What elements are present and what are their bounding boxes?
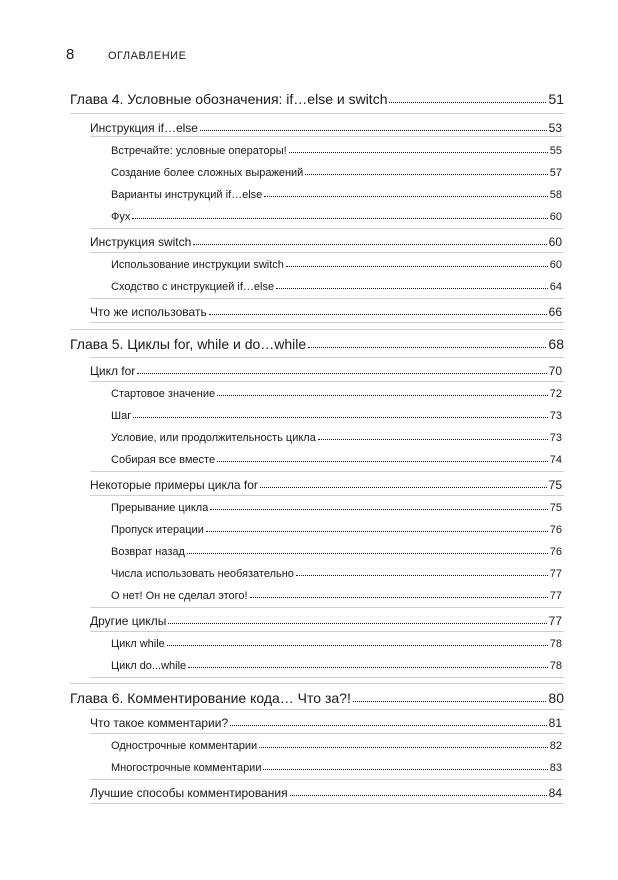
toc-subsection-entry	[111, 432, 562, 444]
dot-leader	[187, 553, 548, 554]
toc-subsection-entry	[111, 590, 562, 602]
dot-leader	[289, 152, 548, 153]
toc-entry-title: Многострочные комментарии	[111, 762, 262, 774]
toc-subsection-entry	[111, 145, 562, 157]
toc-entry-page: 77	[549, 568, 562, 580]
toc-entry-page: 60	[549, 259, 562, 271]
dot-leader	[217, 461, 548, 462]
toc-entry-title: Глава 5. Циклы for, while и do…while	[70, 336, 307, 352]
toc-section-entry	[90, 121, 562, 135]
toc-entry-title: Пропуск итерации	[111, 524, 204, 536]
toc-subsection-entry	[111, 211, 562, 223]
toc-entry-page: 66	[548, 305, 562, 319]
toc-entry-title: Что же использовать	[90, 305, 207, 319]
toc-subsection-entry	[111, 638, 562, 650]
toc-section-entry	[90, 478, 562, 492]
page-number: 8	[66, 46, 75, 63]
toc-entry-title: Варианты инструкций if…else	[111, 189, 263, 201]
dot-leader	[260, 487, 547, 488]
dot-leader	[206, 531, 548, 532]
divider	[90, 803, 564, 804]
toc-entry-page: 84	[548, 786, 562, 800]
divider	[90, 252, 564, 253]
dot-leader	[286, 266, 548, 267]
dot-leader	[290, 795, 547, 796]
toc-entry-title: Что такое комментарии?	[90, 716, 229, 730]
toc-entry-page: 68	[548, 336, 564, 352]
toc-entry-title: Лучшие способы комментирования	[90, 786, 288, 800]
divider	[90, 298, 564, 299]
toc-entry-page: 73	[549, 432, 562, 444]
toc-entry-title: Цикл do...while	[111, 660, 187, 672]
toc-entry-page: 72	[549, 388, 562, 400]
toc-section-entry	[90, 305, 562, 319]
toc-chapter-entry	[70, 690, 564, 706]
toc-subsection-entry	[111, 189, 562, 201]
toc-entry-page: 77	[549, 590, 562, 602]
toc-entry-title: Прерывание цикла	[111, 502, 209, 514]
toc-entry-page: 78	[549, 660, 562, 672]
toc-entry-page: 75	[548, 478, 562, 492]
toc-entry-page: 70	[548, 364, 562, 378]
divider	[70, 113, 564, 114]
divider	[90, 631, 564, 632]
dot-leader	[308, 347, 546, 348]
toc-entry-title: Возврат назад	[111, 546, 185, 558]
divider	[70, 683, 564, 684]
toc-entry-page: 53	[548, 121, 562, 135]
toc-subsection-entry	[111, 454, 562, 466]
dot-leader	[133, 417, 548, 418]
toc-entry-title: Стартовое значение	[111, 388, 216, 400]
divider	[90, 228, 564, 229]
toc-entry-title: Инструкция if…else	[90, 121, 198, 135]
toc-section-entry	[90, 786, 562, 800]
divider	[90, 471, 564, 472]
toc-entry-page: 55	[549, 145, 562, 157]
toc-entry-title: Числа использовать необязательно	[111, 568, 294, 580]
divider	[90, 322, 564, 323]
toc-entry-page: 81	[548, 716, 562, 730]
dot-leader	[305, 174, 547, 175]
dot-leader	[188, 667, 548, 668]
toc-section-entry	[90, 235, 562, 249]
dot-leader	[353, 701, 547, 702]
toc-subsection-entry	[111, 259, 562, 271]
toc-entry-page: 76	[549, 546, 562, 558]
dot-leader	[259, 747, 548, 748]
dot-leader	[264, 196, 547, 197]
toc-entry-page: 77	[548, 614, 562, 628]
toc-section-entry	[90, 614, 562, 628]
divider	[90, 381, 564, 382]
toc-entry-title: Однострочные комментарии	[111, 740, 258, 752]
toc-entry-page: 64	[549, 281, 562, 293]
toc-section-entry	[90, 716, 562, 730]
toc-entry-title: Шаг	[111, 410, 132, 422]
divider	[90, 495, 564, 496]
toc-entry-page: 73	[549, 410, 562, 422]
toc-entry-page: 60	[549, 211, 562, 223]
divider	[90, 709, 564, 710]
toc-entry-title: Сходство с инструкцией if…else	[111, 281, 275, 293]
toc-subsection-entry	[111, 281, 562, 293]
dot-leader	[217, 395, 548, 396]
toc-entry-title: Глава 4. Условные обозначения: if…else и switch	[70, 91, 388, 107]
page-header	[66, 46, 186, 63]
toc-entry-page: 78	[549, 638, 562, 650]
toc-entry-title: О нет! Он не сделал этого!	[111, 590, 248, 602]
toc-entry-title: Создание более сложных выражений	[111, 167, 304, 179]
toc-entry-title: Инструкция switch	[90, 235, 192, 249]
dot-leader	[263, 769, 547, 770]
toc-entry-page: 51	[548, 91, 564, 107]
dot-leader	[230, 725, 547, 726]
toc-entry-title: Другие циклы	[90, 614, 167, 628]
toc-subsection-entry	[111, 388, 562, 400]
toc-entry-title: Условие, или продолжительность цикла	[111, 432, 316, 444]
toc-entry-title: Встречайте: условные операторы!	[111, 145, 287, 157]
toc-section-entry	[90, 364, 562, 378]
toc-entry-page: 60	[548, 235, 562, 249]
dot-leader	[168, 623, 546, 624]
dot-leader	[250, 597, 548, 598]
divider	[70, 329, 564, 330]
divider	[90, 677, 564, 678]
divider	[90, 607, 564, 608]
toc-chapter-entry	[70, 91, 564, 107]
dot-leader	[167, 645, 548, 646]
toc-subsection-entry	[111, 740, 562, 752]
divider	[90, 779, 564, 780]
toc-entry-page: 74	[549, 454, 562, 466]
divider	[90, 357, 564, 358]
toc-entry-page: 80	[548, 690, 564, 706]
toc-subsection-entry	[111, 410, 562, 422]
toc-chapter-entry	[70, 336, 564, 352]
toc-subsection-entry	[111, 762, 562, 774]
toc-entry-page: 58	[549, 189, 562, 201]
dot-leader	[132, 218, 547, 219]
dot-leader	[210, 509, 547, 510]
toc-entry-page: 75	[549, 502, 562, 514]
toc-entry-page: 82	[549, 740, 562, 752]
toc-subsection-entry	[111, 660, 562, 672]
dot-leader	[389, 102, 546, 103]
toc-entry-title: Использование инструкции switch	[111, 259, 284, 271]
toc-entry-title: Некоторые примеры цикла for	[90, 478, 258, 492]
toc-subsection-entry	[111, 524, 562, 536]
toc-entry-title: Фух	[111, 211, 131, 223]
toc-subsection-entry	[111, 546, 562, 558]
toc-entry-page: 57	[549, 167, 562, 179]
dot-leader	[296, 575, 548, 576]
toc-entry-page: 83	[549, 762, 562, 774]
toc-entry-title: Цикл for	[90, 364, 136, 378]
dot-leader	[318, 439, 548, 440]
dot-leader	[193, 244, 546, 245]
dot-leader	[209, 314, 547, 315]
divider	[90, 733, 564, 734]
dot-leader	[276, 288, 548, 289]
toc-entry-title: Глава 6. Комментирование кода… Что за?!	[70, 690, 351, 706]
toc-subsection-entry	[111, 167, 562, 179]
toc-entry-title: Собирая все вместе	[111, 454, 216, 466]
running-title: ОГЛАВЛЕНИЕ	[108, 50, 187, 62]
toc-subsection-entry	[111, 568, 562, 580]
dot-leader	[137, 373, 546, 374]
dot-leader	[200, 130, 547, 131]
toc-subsection-entry	[111, 502, 562, 514]
toc-entry-page: 76	[549, 524, 562, 536]
toc-entry-title: Цикл while	[111, 638, 165, 650]
divider	[90, 136, 564, 137]
